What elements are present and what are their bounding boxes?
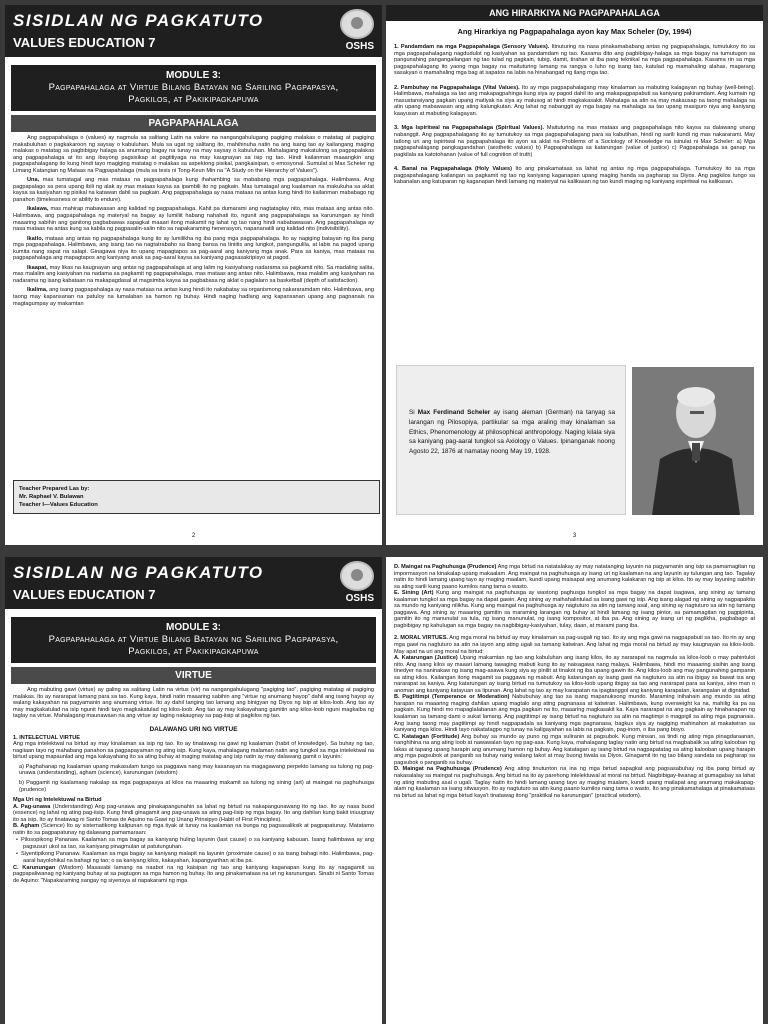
list-item: • Siyentipikong Pananaw. Kaalaman sa mga bagay sa kaniyang malapit na layunin (proximate cause) o sa isang bahagi nito. Halimbawa, pag-aaral bayolohikal na bahagi ng tao; o sa kaniyang kilos, kakayahan, kapangyarihan at iba pa.: [23, 851, 374, 864]
list-item: 1. Pandamdam na mga Pagpapahalaga (Sensory Values). Itinuturing na nasa pinakamababang antas ng pagpapahalaga, tumutukoy ito sa mga pagpapahalagang nagdudulot ng kasiyahan sa pandamdam ng tao. Kasama dito ang pagbibigay-halaga sa mga bagay na tumutugon sa pangunahing pangangailangan ng tao tulad ng pagkain, tubig, damit, tirahan at iba pang teknikal na mga pagpapahalaga. Kasama rin sa mga pagpapahalagang ito yaong mga bagay na maituturing lamang na rangya o luho ng isang tao, katulad ng mamahaling alahas, magarang sasakyan o mamahaling mga bag at sapatos na labis na hinahangad ng ilang mga tao.: [394, 44, 755, 77]
paragraph: A. Pag-unawa (Understanding) Ang pag-unawa ang pinakapangunahin sa lahat ng birtud na nakapangunawang ito ng tao. Ito ay nasa buod (essence) ng lahat ng ating pag-iisip. Kung hindi ginagamit ang pag-unawa sa ating pag-iisip ng mga bagay. Ito ang dahilan kung bakit iniuugnay ito sa isip. Ito ay tinatawag ni Santo Tomas de Aquino na Gawi ng Unang Prinsipyo (Habit of First Principles).: [13, 803, 375, 823]
module-banner: [11, 617, 376, 663]
list-item: 3. Mga Ispiritwal na Pagpapahalaga (Spiritual Values). Maituturing na mas mataas ang pagpapahalaga nito kaysa sa dalawang unang nabanggit. Ang pagpapahalagang ito ay tumutukoy sa mga pagpapahalagang para sa kabutihan, hindi ng sarili kundi ng mas nakararami. May tatlong uri ang ispiritwal na pagpapahalaga ito ayon sa aklat na Problems of a Sociology of Knowledge na isinulat ni Max Scheler: a) Mga pagpapahalagang pangkagandahan (aesthetic values) b) Pagpapahalaga sa katarungan (value of justice) c) Pagpapahalaga sa ganap na pagkilala sa katotohanan (value of full cognition of truth): [394, 125, 756, 158]
paragraph: B. Agham (Science) Ito ay sistematikong kalipunan ng mga tiyak at tunay na kaalaman na bunga ng pagsasaliksik at pagpapatunay. Matatamo natin ito sa pagpapatunay ng dalawang pamamaraan:: [13, 823, 374, 836]
subject-title: VALUES EDUCATION 7: [13, 587, 156, 602]
subsection-title: DALAWANG URI NG VIRTUE: [149, 725, 238, 733]
prepared-label: Teacher Prepared Las by:: [19, 486, 90, 492]
paragraph: Ikalawa, mas mahirap mabawasan ang kalidad ng pagpapahalaga. Kahit pa dumarami ang nagtataglay nito, mas mataas ang antas nito. Halimbawa, ang pagpapahalaga ng materyal na bagay ay lumiliit habang nahahati ito, ngunit ang pagpapahalaga sa karunungan ay hindi maaaring sabihin ang ganitong pagbabawas sapagkat maaari itong makamit ng lahat ng tao nang hindi nababawasan. Ang pagpapahalaga ay nasa mataas na antas kung sa kabila ng pagpasalin-salin nito sa napakaraming henerasyon, napananatili ang kalidad nito (indivisibility).: [13, 206, 374, 233]
body-text: [5, 135, 382, 307]
school-logo-text: OSHS: [345, 593, 374, 604]
list-item: a) Paghahanap ng kaalaman upang makasulam tungo sa paggawa nang may kasanayan na magagawang perpekto lamang sa tulong ng pag-unawa (understanding), agham (science), karunungan (wisdom): [19, 763, 374, 777]
document-page-2: [5, 5, 382, 545]
module-banner: [11, 65, 376, 111]
school-seal-icon: [340, 9, 374, 39]
hierarchy-list: [386, 44, 763, 186]
paragraph: Ang pagpapahalaga o (values) ay nagmula sa salitang Latin na valore na nangangahulugang pagiging malakas o matatag at pagiging makabuluhan o pagkakaroon ng saysay o kabuluhan. Mula sa ugat ng salitang ito, mahihinuha natin na ang isang tao ay kailangang maging malakas o matatag sa pagbibigay halaga sa anumang bagay na tunay na may saysay o kabuluhan. Mahalagang makatulong sa pagpapalakas ang pagpapahalaga at ito ang ibayong pagsisikap at pagtitiyaga na may kaugnayan sa isip ng tao. Hindi kailanman maaangkin ang pagpapahalagang ito kung hindi tayo magiging matatag o malakas sa aspektong pisikal, pangkaisipan, o emosyonal. Sumulat si Max Scheler ng Limang Katangian ng Mataas na Pagpapahalaga (mula sa tesis ni Tong-Keun Min na "A Study on the Hierarchy of Values").: [13, 135, 374, 174]
paragraph: B. Pagtitimpi (Temperance or Moderation) Nabubuhay ang tao sa isang mapanuksong mundo. Maraming inihahain ang mundo sa ating harapan na maaaring maging dahilan upang magtalo ang ating pagnanasa at katwiran. Halimbawa, kung overweight ka na, mahilig ka pa sa pagkain. Kung hindi mo mapaglalabanan ang mga pagkain na ito, maaaring magkasakit ka. Kaya nararapat na ang pagkain ay hinahanapan ng kaalaman sa tamang dami o sukat lamang. Ang pagtitimpi ay isang birtud na nagtuturo sa atin na magtimpi o magpigil sa ating mga pagnanais. Ang isang taong may pagtitimpi ay hindi nagpapadala sa kaniyang mga pagnanasa, bagkus siya ay nagiging mahinahon at makatwiran sa kaniyang mga kilos. Hindi tayo nakatatagpo ng tunay na kaligayahan sa labis na pagkain, pag-inom, o iba pang bisyo.: [394, 694, 755, 734]
school-logo-text: OSHS: [345, 41, 374, 52]
module-title-line1: Pagpapahalaga at Virtue Bilang Batayan ng Sariling Pagpapasya,: [48, 82, 339, 93]
module-number: MODULE 3:: [166, 70, 221, 81]
paragraph: Ikalima, ang isang pagpapahalaga ay nasa mataas na antas kung hindi ito nakabatay sa organismong nakararamdam nito. Halimbawa, ang taong may kapansanan na patuloy na lumalaban sa hamon ng buhay. Hindi naging hadlang ang kapansanan upang ang pagnanais na magtagumpay ay makamtan: [13, 287, 374, 307]
hierarchy-subtitle: Ang Hirarkiya ng Pagpapahalaga ayon kay Max Scheler (Dy, 1994): [457, 27, 692, 36]
series-title: SISIDLAN NG PAGKATUTO: [13, 563, 264, 582]
scheler-bio-box: [396, 365, 626, 515]
section-title: PAGPAPAHALAGA: [11, 115, 376, 132]
list-item: b) Paggamit ng kaalamang nakalap sa mga pagpapasya at kilos na maaaring makamit sa tulong ng sining (art) at maingat na paghuhusga (prudence): [19, 780, 374, 793]
page-number: 2: [191, 533, 196, 539]
paragraph: A. Katarungan (Justice) Upang makamtan ng tao ang kabuluhan ang isang kilos, ito ay nararapat na nagmula sa kilos-loob o may pahintulot nito. Ang isang kilos ay maaari lamang tawaging mabuti kung ito ay naisagawa nang malaya. Halimbawa, hindi mo maaaring sisihin ang isang tinedyer na naninakaw ng isang mag-asawa kung siya ay pinilit at tinakot ng iba upang gawin ito. Ang kilos-loob ang may pangunahing gampanin sa ating kilos. Kailangan itong magamit sa paggawa ng mabuti. Ang katarungan ay isang gawi na nagtuturo sa atin na ibigay sa bawat isa ang nararapat sa kaniya. Ang katarungan ay isang birtud na tumutukoy sa kilos-loob upang ibigay sa tao ang nararapat para sa kaniya, sino man o anoman ang kaniyang katayuan sa lipunan. Ang lahat ng tao ay may karapatan na ipagtanggol ang kaniyang karapatan, karangalan at dignidad.: [394, 655, 755, 694]
paragraph: C. Katatagan (Fortitude) Ang buhay sa mundo ay puno ng mga suliranin at pagsubok. Kung minsan, sa tindi ng ating mga pinagdaraanan, nanghihina na ang ating loob at nawawalan tayo ng pag-asa. Kung kaya, mahalagang taglay natin ang birtud na magbabalik sa ating kalooban ng lakas at tapang upang harapin ang anumang hamon ng buhay. Ang katatagan ay isang birtud na nagpapatatag sa ating kalooban upang harapin ang mga pagsubok at panganib sa buhay nang walang takot at may buong tiwala sa Diyos. Ginagamit ito ng tao bilang sandata sa pagharap sa pagsubok o panganib sa buhay.: [394, 733, 755, 766]
paragraph: Una, mas tumatagal ang mas mataas na pagpapahalaga kung ihahambing sa mababang mga pagpapahalaga. Halimbawa, Ang pagpapalago sa pera upang ibili ng alak ay mas mataas kaysa sa ipambili ito ng pagkain. Mas tumatagal ang kaalaman na makukuha sa aklat kaysa sa kasiyahan ng pisikal na katawan dahil sa pagkain. Ang pagpapahalaga ay nasa mataas na antas kung hindi ito kailanman mababago ng panahon (timelessness or ability to endure).: [13, 177, 374, 203]
teacher-role: Teacher I—Values Education: [19, 502, 98, 508]
paragraph: 2. MORAL VIRTUES. Ang mga moral na birtud ay may kinalaman sa pag-uugali ng tao. Ito ay ang mga gawi na nagpapabuti sa tao. Ito rin ay ang mga gawi na nagtuturo sa atin na iayon ang ating ugali sa tamang katwiran. Ang lahat ng mga moral na birtud ay may kaugnayan sa kilos-loob. May apat na uri ang moral na birtud:: [394, 635, 755, 655]
paragraph: D. Maingat na Paghuhusga (Prudence) Ang mga birtud na natatalakay ay may natatanging layunin na pagyamanin ang isip sa pamamagitan ng impormasyon na kinakalap upang makaalam. Ang maingat na paghuhusga ay isang uri ng kaalaman na ang layunin ay tulungan ang tao. Tagalay natin ito hindi lamang upang tayo ay maging maalam, kundi upang maisapat ang anumang kalakaran ng isip at kilos. Ito ay may layuning sabihin sa ating sarili kung paano kumilos nang tama o wasto.: [394, 564, 755, 590]
paragraph: D. Maingat na Paghuhusga (Prudence) Ang ating tinutunton na ina ng mga birtud sapagkat ang pagsasabuhay ng iba pang birtud ay nakasalalay sa maingat na paghuhusga. Ang birtud na ito ay parehong intelektuwal at moral na birtud. Nagbibigay-liwanag at gumagabay sa lahat ng ating mabuting asal o ugali. Taglay natin ito hindi lamang upang tayo ay maging maalam, kundi upang mailapat ang anumang makakapag-alam ng kaalaman sa isang sitwasyon. Ito ay nagtuturo sa atin kung paano kumilos nang tama o wasto. Ito ang pinakamahalaga at pinakamataas na birtud sa lahat ng mga birtud kaya't tinatawag itong "praktikal na karunungan" (practical wisdom).: [394, 766, 755, 799]
teacher-name: Mr. Raphael V. Bulawan: [19, 494, 84, 500]
types-heading: Mga Uri ng Intelektuwal na Birtud: [13, 797, 102, 804]
module-title-line1: Pagpapahalaga at Virtue Bilang Batayan ng Sariling Pagpapasya,: [48, 634, 339, 645]
paragraph: Ikatlo, mataas ang antas ng pagpapahalaga kung ito ay lumilikha ng iba pang mga pagpapahalaga. Ito ay nagiging batayan ng iba pang mga pagpapahalaga. Halimbawa, ang isang tao na nagtatrabaho sa ibang bansa na tiniitis ang lungkot, pangungulila, at labis na pagod upang kumita nang sapat na salapi. Ginagawa niya ito upang mapagtapos sa pag-aaral ang kaniyang mga anak. Para sa kaniya, mas mataas na pagpapahalaga ang mapagtapos ang kaniyang anak sa pag-aaral kaysa sa kaniyang pagsasakripisyo at pagod.: [13, 235, 374, 262]
paragraph: Ang mga intelektwal na birtud ay may kinalaman sa isip ng tao. Ito ay tinatawag na gawi ng kaalaman (habit of knowledge). Sa buhay ng tao, nagiiaan tayo ng mahabang panahon sa pagpapayaman ng ating isip. Kung kaya, mahalagang malaman natin ang tungkol sa mga intelektwal na birtud upang mapaunlad ang mga kakayahang ito sa ating buhay at maging matatag ang isip natin ay may dalawang gamit o layunin:: [13, 741, 374, 761]
section-title: ANG HIRARKIYA NG PAGPAPAHALAGA: [386, 5, 763, 21]
page-header-banner: [5, 557, 382, 609]
list-item: 2. Pambuhay na Pagpapahalaga (Vital Values). Ito ay mga pagpapahalagang may kinalaman sa mabuting kalagayan ng buhay (well-being). Halimbawa, mahalaga sa tao ang makapagpahinga kung siya ay pagod dahil ito ang makapagpapabuti sa kaniyang pakiramdam. Ang kumain ng masustansiyang pagkain upang matiyak na siya ay malusog at hindi magkakasakit. Mahalaga sa atin na may makausap na taong mahalaga sa atin upang mabawasan ang ating kalungkutan. Ang lahat ng nabanggit ay mga bagay na mahalaga sa tao upang masiguro niya ang kaniyang kaayusan at mabuting kalagayan.: [394, 84, 755, 117]
paragraph: Ang mabuting gawi (virtue) ay galing sa salitang Latin na virtus (vir) na nangangahulugang "pagiging tao", pagiging matatag at pagiging malakas. Ito ay nararapat lamang para sa tao. Kung kaya, hindi natin maaaring sabihin ang "virtue ng anumang hayop" dahil ang isang hayop ay walang kakayahan na pagyamanin ang anumang virtue. Ito ay dahil tanging tao lamang ang binigyan ng Diyos ng isip at kilos-loob. Ang tao ay may magkakatulad na isip ngunit hindi tayo magkakatulad ng kilos-loob. Ang tao ay may kakayahang gamitin ang kilos-loob nguni magkaiba ng taglay na virtue. Mahalagang maunawaan na ang virtue ay laging nakaugnay sa pag-iisip at pagkilos ng tao.: [13, 687, 374, 720]
page-header-banner: [5, 5, 382, 57]
module-title-line2: Pagkilos, at Pakikipagkapuwa: [128, 94, 259, 105]
list-item: 4. Banal na Pagpapahalaga (Holy Values) Ito ang pinakamataas sa lahat ng antas ng mga pagpapahalaga. Tumutukoy ito sa mga pagpapahalagang kailangan sa pagkamit ng tao ng kaniyang kaganapan upang maging handa sa pagharap sa Diyos. Ang pagkilos tungo sa kabanalan ang katuparan ng kaganapan hindi lamang ng materyal na kalikasan ng tao kundi maging ng kaniyang espiritwal na kalikasan.: [394, 166, 755, 186]
series-title: SISIDLAN NG PAGKATUTO: [13, 11, 264, 30]
subject-title: VALUES EDUCATION 7: [13, 35, 156, 50]
section-title: VIRTUE: [11, 667, 376, 684]
module-number: MODULE 3:: [166, 622, 221, 633]
module-title-line2: Pagkilos, at Pakikipagkapuwa: [128, 646, 259, 657]
document-page-4: [5, 557, 382, 1024]
school-seal-icon: [340, 561, 374, 591]
paragraph: C. Karunungan (Wisdom) Masasabi lamang na naabot na ng kaisipan ng tao ang kaniyang kaganapan kung ito ay nagagamit sa pagpapaliwanag ng kaniyang buhay at sa pagtugon sa mga hamon ng buhay. Ito ang pinakamataas na uri ng karunungan. Sinabi ni Santo Tomas de Aquino: "Napakaraming sangay ng siyensya at napakarami ng mga: [13, 864, 374, 884]
document-page-3: [386, 5, 763, 545]
paragraph: Ikaapat, may likas na kaugnayan ang antas ng pagpapahalaga at ang lalim ng kasiyahang nadarama sa pagkamit nito. Sa madaling salita, mas malalim ang kasiyahan na nadama sa pagkamit ng pagpapahalaga, mas mataas ang antas nito. Halimbawa, mas malalim ang kasiyahan na nadarama ng isang kabataan na makapagdasal at magsimba kaysa sa pagbabasa ng aklat o paglalaro sa basketball (depth of satisfaction).: [13, 264, 375, 284]
document-page-5: [386, 557, 763, 1024]
list-item: • Pilosopikong Pananaw. Kaalaman sa mga bagay sa kaniyang huling layunin (last cause) o sa kaniyang kabuuan. Isang halimbawa ay ang pagsusuri ukol sa tao, sa kaniyang pinagmulan at patutunguhan.: [23, 837, 374, 850]
virtue-heading: 1. INTELECTUAL VIRTUE: [13, 734, 81, 741]
paragraph: E. Sining (Art) Kung ang maingat na paghuhusga ay wastong paghusga tungkol sa mga bagay na dapat isagawa, ang sining ay tamang kaalaman tungkol sa mga bagay na dapat gawin. Ang sining ay maihahalintulad sa isang gawi ng isip. Ang isang alagad ng sining ay nagpapakita sa mundo ng kaniyang nilikha. Kung ang maingat na paghuhusga ay nagtuturo sa atin ng tamang asal, ang sining ay nagtuturo sa atin ng tamang paggawa. Ang sining ay maaaring gamitin sa maraming larangan ng buhay at hindi lamang ng isang pintor, sa pamamagitan ng pagpipinta, gamitin ito ng manunulat sa tula, ng isang manunulat, ng isang kompositor, at iba pa. Ang sining ay isang uri ng paglikha, pagbabago at pagbibigay ng kahulugan sa mga bagay na nagbibigay-kasiyahan, tulay, daan, at marami pang iba.: [394, 590, 755, 629]
teacher-credit-box: [13, 480, 380, 514]
bio-text: Si Max Ferdinand Scheler ay isang aleman (German) na tanyag sa larangan ng Pilosopiya, partikular sa mga araling may kinalaman sa Ethics, Phenomenology at philosophical anthropology. Naging kilala siya sa kaniyang pag-aaral tungkol sa Axiology o Values. Ipinanganak noong Agosto 22, 1876 at namatay noong May 19, 1928.: [409, 409, 616, 456]
page-number: 3: [572, 533, 577, 539]
scheler-portrait-image: [632, 367, 754, 515]
